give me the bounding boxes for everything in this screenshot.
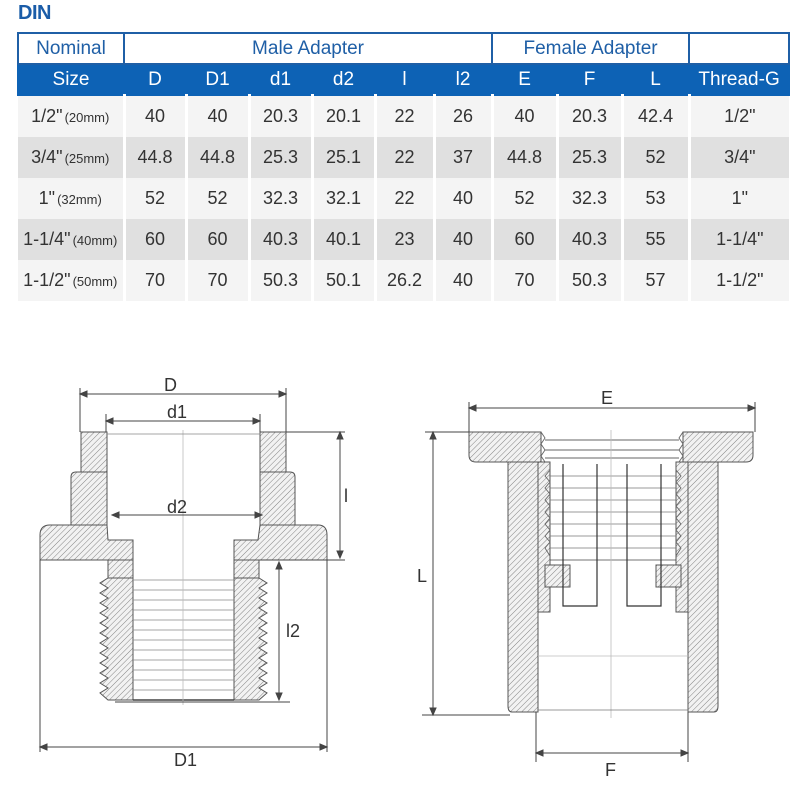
cell-l: 22 [375,95,434,137]
cell-E: 60 [492,219,557,260]
cell-l: 22 [375,178,434,219]
cell-thread: 3/4" [689,137,789,178]
cell-L: 55 [622,219,689,260]
cell-E: 70 [492,260,557,301]
label-d2: d2 [167,497,188,517]
cell-L: 42.4 [622,95,689,137]
size-inch: 1/2" [31,106,63,126]
cell-l: 23 [375,219,434,260]
col-D: D [124,64,186,95]
col-l: l [375,64,434,95]
col-l2: l2 [434,64,492,95]
cell-size [18,260,124,301]
cell-l2: 26 [434,95,492,137]
cell-l: 26.2 [375,260,434,301]
table-row [18,95,789,137]
female-adapter-diagram [400,380,800,800]
cell-thread: 1-1/2" [689,260,789,301]
cell-F: 50.3 [557,260,622,301]
cell-d2: 32.1 [312,178,375,219]
size-mm: (40mm) [72,233,118,248]
size-inch: 3/4" [31,147,63,167]
size-mm: (32mm) [57,192,102,207]
size-mm: (50mm) [72,274,118,289]
cell-D: 52 [124,178,186,219]
cell-thread: 1/2" [689,95,789,137]
col-E: E [492,64,557,95]
col-thread-g: Thread-G [689,64,789,95]
cell-size [18,219,124,260]
cell-L: 53 [622,178,689,219]
col-D1: D1 [186,64,249,95]
cell-d2: 20.1 [312,95,375,137]
cell-d1: 25.3 [249,137,312,178]
label-F: F [605,760,616,780]
cell-E: 52 [492,178,557,219]
male-adapter-diagram [0,360,400,800]
cell-D: 40 [124,95,186,137]
col-size: Size [18,64,124,95]
cell-d1: 50.3 [249,260,312,301]
cell-D1: 52 [186,178,249,219]
cell-thread: 1-1/4" [689,219,789,260]
cell-size [18,95,124,137]
cell-size [18,137,124,178]
header-male-adapter: Male Adapter [124,33,492,64]
cell-D1: 40 [186,95,249,137]
cell-D1: 44.8 [186,137,249,178]
cell-d2: 25.1 [312,137,375,178]
cell-L: 57 [622,260,689,301]
label-l: l [344,486,348,506]
cell-F: 20.3 [557,95,622,137]
cell-l2: 40 [434,178,492,219]
label-l2: l2 [286,621,301,641]
cell-F: 40.3 [557,219,622,260]
cell-size [18,178,124,219]
cell-D: 60 [124,219,186,260]
table-row [18,219,789,260]
cell-E: 44.8 [492,137,557,178]
label-d1: d1 [167,402,188,422]
header-female-adapter: Female Adapter [492,33,689,64]
cell-E: 40 [492,95,557,137]
cell-D1: 70 [186,260,249,301]
cell-l2: 37 [434,137,492,178]
header-nominal: Nominal [18,33,124,64]
label-L: L [417,566,428,586]
cell-l2: 40 [434,219,492,260]
label-E: E [601,388,614,408]
table-row [18,178,789,219]
cell-D: 70 [124,260,186,301]
table-row [18,137,789,178]
col-d2: d2 [312,64,375,95]
header-blank [689,33,789,64]
cell-L: 52 [622,137,689,178]
size-inch: 1-1/4" [23,229,71,249]
cell-thread: 1" [689,178,789,219]
group-header-row [18,33,789,64]
size-mm: (25mm) [64,151,110,166]
col-F: F [557,64,622,95]
cell-l2: 40 [434,260,492,301]
table-row [18,260,789,301]
cell-d1: 32.3 [249,178,312,219]
spec-table [17,32,790,301]
cell-F: 25.3 [557,137,622,178]
label-D: D [164,375,177,395]
size-inch: 1-1/2" [23,270,71,290]
col-L: L [622,64,689,95]
cell-D: 44.8 [124,137,186,178]
cell-l: 22 [375,137,434,178]
cell-F: 32.3 [557,178,622,219]
cell-d2: 40.1 [312,219,375,260]
label-D1: D1 [174,750,198,770]
cell-d1: 20.3 [249,95,312,137]
col-d1: d1 [249,64,312,95]
size-mm: (20mm) [64,110,110,125]
cell-d1: 40.3 [249,219,312,260]
cell-D1: 60 [186,219,249,260]
size-inch: 1" [38,188,56,208]
page-title: DIN [18,2,51,24]
column-header-row [18,64,789,95]
cell-d2: 50.1 [312,260,375,301]
